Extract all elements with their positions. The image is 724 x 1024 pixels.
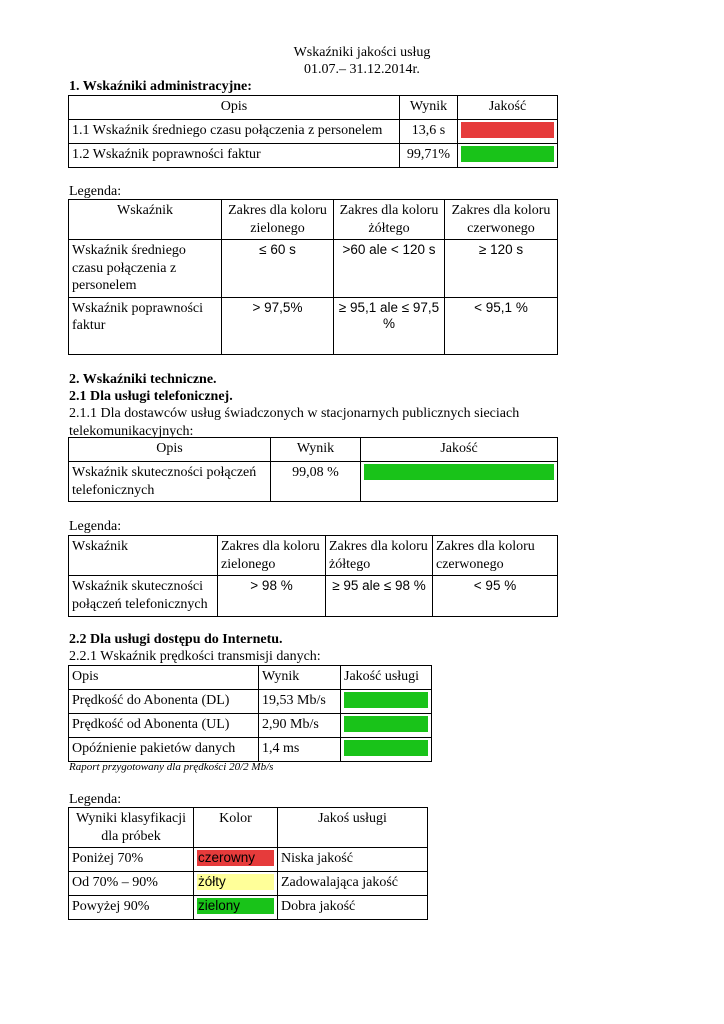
row-desc: Opóźnienie pakietów danych bbox=[69, 738, 259, 762]
legend-quality: Zadowalająca jakość bbox=[278, 872, 428, 896]
legend-header-indicator: Wskaźnik bbox=[69, 536, 218, 576]
row-result: 19,53 Mb/s bbox=[259, 690, 341, 714]
legend-header-red: Zakres dla koloru czerwonego bbox=[433, 536, 558, 576]
table-row bbox=[69, 848, 428, 872]
legend-yellow-range: ≥ 95 ale ≤ 98 % bbox=[326, 576, 433, 617]
row-quality bbox=[458, 120, 558, 144]
legend-label: Legenda: bbox=[69, 792, 122, 807]
legend-color-cell bbox=[194, 872, 278, 896]
legend-color-label: żółty bbox=[198, 874, 226, 889]
section-1-heading: 1. Wskaźniki administracyjne: bbox=[69, 79, 252, 94]
quality-bar-green bbox=[344, 692, 428, 708]
legend-header-green: Zakres dla koloru zielonego bbox=[218, 536, 326, 576]
report-period: 01.07.– 31.12.2014r. bbox=[304, 62, 420, 77]
col-header-result: Wynik bbox=[259, 666, 341, 690]
section-2-1-1-heading: 2.1.1 Dla dostawców usług świadczonych w stacjonarnych publicznych sieciach telekomunikacyjnych: bbox=[69, 406, 520, 439]
col-header-quality: Jakość bbox=[361, 438, 558, 462]
quality-bar-green bbox=[344, 740, 428, 756]
internet-indicators-table bbox=[68, 665, 432, 762]
quality-bar-green bbox=[344, 716, 428, 732]
table-row bbox=[69, 714, 432, 738]
table-row bbox=[69, 576, 558, 617]
legend-header-quality: Jakoś usługi bbox=[278, 808, 428, 848]
col-header-desc: Opis bbox=[69, 666, 259, 690]
legend-red-range: < 95,1 % bbox=[445, 297, 558, 354]
legend-yellow-range: ≥ 95,1 ale ≤ 97,5 % bbox=[334, 297, 445, 354]
legend-header-red: Zakres dla koloru czerwonego bbox=[445, 200, 558, 240]
legend-header-yellow: Zakres dla koloru żółtego bbox=[326, 536, 433, 576]
table-row bbox=[69, 120, 558, 144]
section-2-2-1-heading: 2.2.1 Wskaźnik prędkości transmisji danych: bbox=[69, 649, 321, 664]
admin-legend-table bbox=[68, 199, 558, 355]
legend-header-yellow: Zakres dla koloru żółtego bbox=[334, 200, 445, 240]
section-2-2-heading: 2.2 Dla usługi dostępu do Internetu. bbox=[69, 632, 283, 647]
row-result: 2,90 Mb/s bbox=[259, 714, 341, 738]
legend-header-indicator: Wskaźnik bbox=[69, 200, 222, 240]
quality-bar-green bbox=[461, 146, 554, 162]
col-header-desc: Opis bbox=[69, 438, 271, 462]
quality-bar-red bbox=[461, 122, 554, 138]
row-desc: Prędkość do Abonenta (DL) bbox=[69, 690, 259, 714]
row-desc: 1.1 Wskaźnik średniego czasu połączenia z personelem bbox=[69, 120, 400, 144]
row-quality bbox=[458, 144, 558, 168]
row-quality bbox=[341, 738, 432, 762]
row-quality bbox=[361, 462, 558, 502]
col-header-quality: Jakość bbox=[458, 96, 558, 120]
legend-indicator: Wskaźnik średniego czasu połączenia z personelem bbox=[69, 240, 222, 298]
row-quality bbox=[341, 690, 432, 714]
legend-label: Legenda: bbox=[69, 519, 122, 534]
legend-range: Od 70% – 90% bbox=[69, 872, 194, 896]
table-row bbox=[69, 872, 428, 896]
legend-color-label: czerowny bbox=[198, 850, 256, 865]
legend-range: Powyżej 90% bbox=[69, 896, 194, 920]
legend-color-cell bbox=[194, 848, 278, 872]
col-header-result: Wynik bbox=[400, 96, 458, 120]
phone-indicators-table bbox=[68, 437, 558, 502]
col-header-quality: Jakość usługi bbox=[341, 666, 432, 690]
row-quality bbox=[341, 714, 432, 738]
legend-red-range: < 95 % bbox=[433, 576, 558, 617]
row-result: 1,4 ms bbox=[259, 738, 341, 762]
report-note: Raport przygotowany dla prędkości 20/2 Mb/s bbox=[69, 761, 274, 773]
quality-bar-green bbox=[364, 464, 554, 480]
legend-yellow-range: >60 ale < 120 s bbox=[334, 240, 445, 298]
legend-green-range: > 97,5% bbox=[222, 297, 334, 354]
legend-quality: Dobra jakość bbox=[278, 896, 428, 920]
legend-label: Legenda: bbox=[69, 184, 122, 199]
row-result: 99,71% bbox=[400, 144, 458, 168]
row-result: 13,6 s bbox=[400, 120, 458, 144]
table-row bbox=[69, 297, 558, 354]
admin-indicators-table bbox=[68, 95, 558, 168]
legend-red-range: ≥ 120 s bbox=[445, 240, 558, 298]
table-row bbox=[69, 738, 432, 762]
legend-green-range: > 98 % bbox=[218, 576, 326, 617]
section-2-heading: 2. Wskaźniki techniczne. bbox=[69, 372, 217, 387]
row-result: 99,08 % bbox=[271, 462, 361, 502]
legend-indicator: Wskaźnik poprawności faktur bbox=[69, 297, 222, 354]
legend-range: Poniżej 70% bbox=[69, 848, 194, 872]
legend-header-green: Zakres dla koloru zielonego bbox=[222, 200, 334, 240]
table-row bbox=[69, 240, 558, 298]
table-row bbox=[69, 896, 428, 920]
table-row bbox=[69, 462, 558, 502]
legend-indicator: Wskaźnik skuteczności połączeń telefonicznych bbox=[69, 576, 218, 617]
col-header-result: Wynik bbox=[271, 438, 361, 462]
section-2-1-heading: 2.1 Dla usługi telefonicznej. bbox=[69, 389, 233, 404]
legend-color-label: zielony bbox=[198, 898, 241, 913]
row-desc: Prędkość od Abonenta (UL) bbox=[69, 714, 259, 738]
legend-color-cell bbox=[194, 896, 278, 920]
legend-green-range: ≤ 60 s bbox=[222, 240, 334, 298]
col-header-desc: Opis bbox=[69, 96, 400, 120]
legend-header-classification: Wyniki klasyfikacji dla próbek bbox=[69, 808, 194, 848]
table-row bbox=[69, 690, 432, 714]
legend-header-color: Kolor bbox=[194, 808, 278, 848]
page-title: Wskaźniki jakości usług bbox=[293, 45, 431, 60]
table-row bbox=[69, 144, 558, 168]
legend-quality: Niska jakość bbox=[278, 848, 428, 872]
row-desc: Wskaźnik skuteczności połączeń telefonicznych bbox=[69, 462, 271, 502]
internet-legend-table bbox=[68, 807, 428, 920]
row-desc: 1.2 Wskaźnik poprawności faktur bbox=[69, 144, 400, 168]
phone-legend-table bbox=[68, 535, 558, 617]
